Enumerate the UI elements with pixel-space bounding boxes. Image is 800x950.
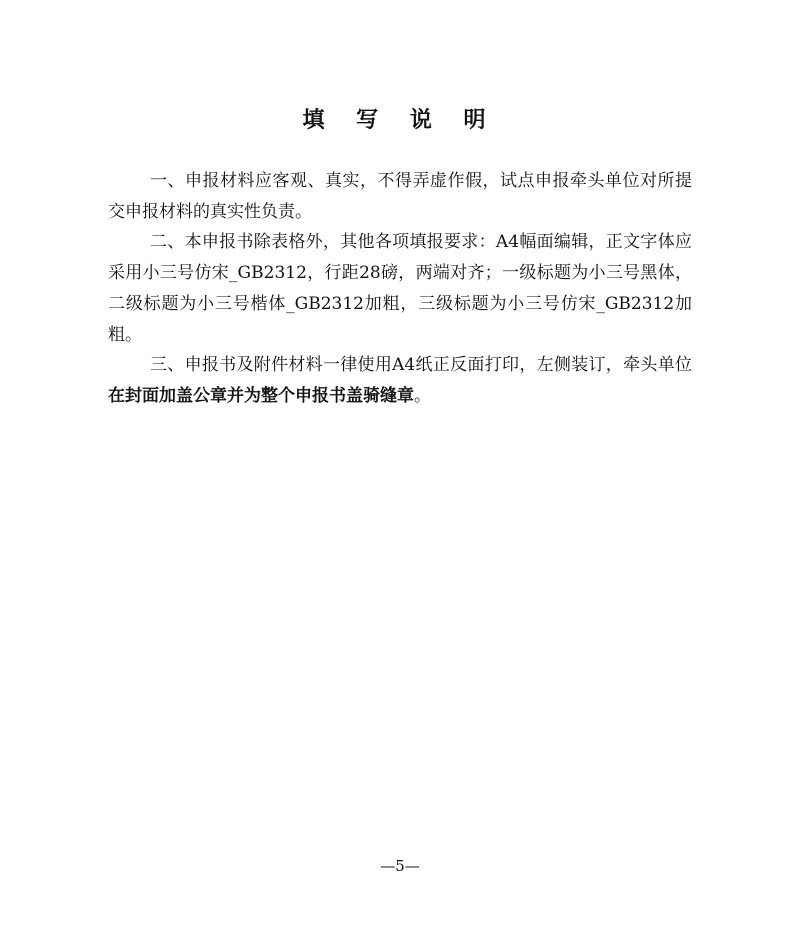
instruction-paragraph-1: 一、申报材料应客观、真实，不得弄虚作假，试点申报牵头单位对所提交申报材料的真实性负责。 bbox=[108, 171, 692, 222]
page-title: 填 写 说 明 bbox=[302, 107, 498, 133]
instruction-paragraph-2: 二、本申报书除表格外，其他各项填报要求：A4幅面编辑，正文字体应采用小三号仿宋_GB2312，行距28磅，两端对齐；一级标题为小三号黑体，二级标题为小三号楷体_GB2312加粗，三级标题为小三号仿宋_GB2312加粗。 bbox=[108, 232, 692, 345]
paragraph-3-emphasis: 在封面加盖公章并为整个申报书盖骑缝章 bbox=[108, 385, 414, 406]
instructions-body bbox=[108, 166, 692, 412]
paragraph-3-text-after: 。 bbox=[414, 385, 431, 406]
instruction-paragraph-3 bbox=[108, 350, 692, 411]
page-number: —5— bbox=[380, 857, 420, 875]
paragraph-3-text-before: 三、申报书及附件材料一律使用A4纸正反面打印，左侧装订，牵头单位 bbox=[150, 355, 692, 376]
